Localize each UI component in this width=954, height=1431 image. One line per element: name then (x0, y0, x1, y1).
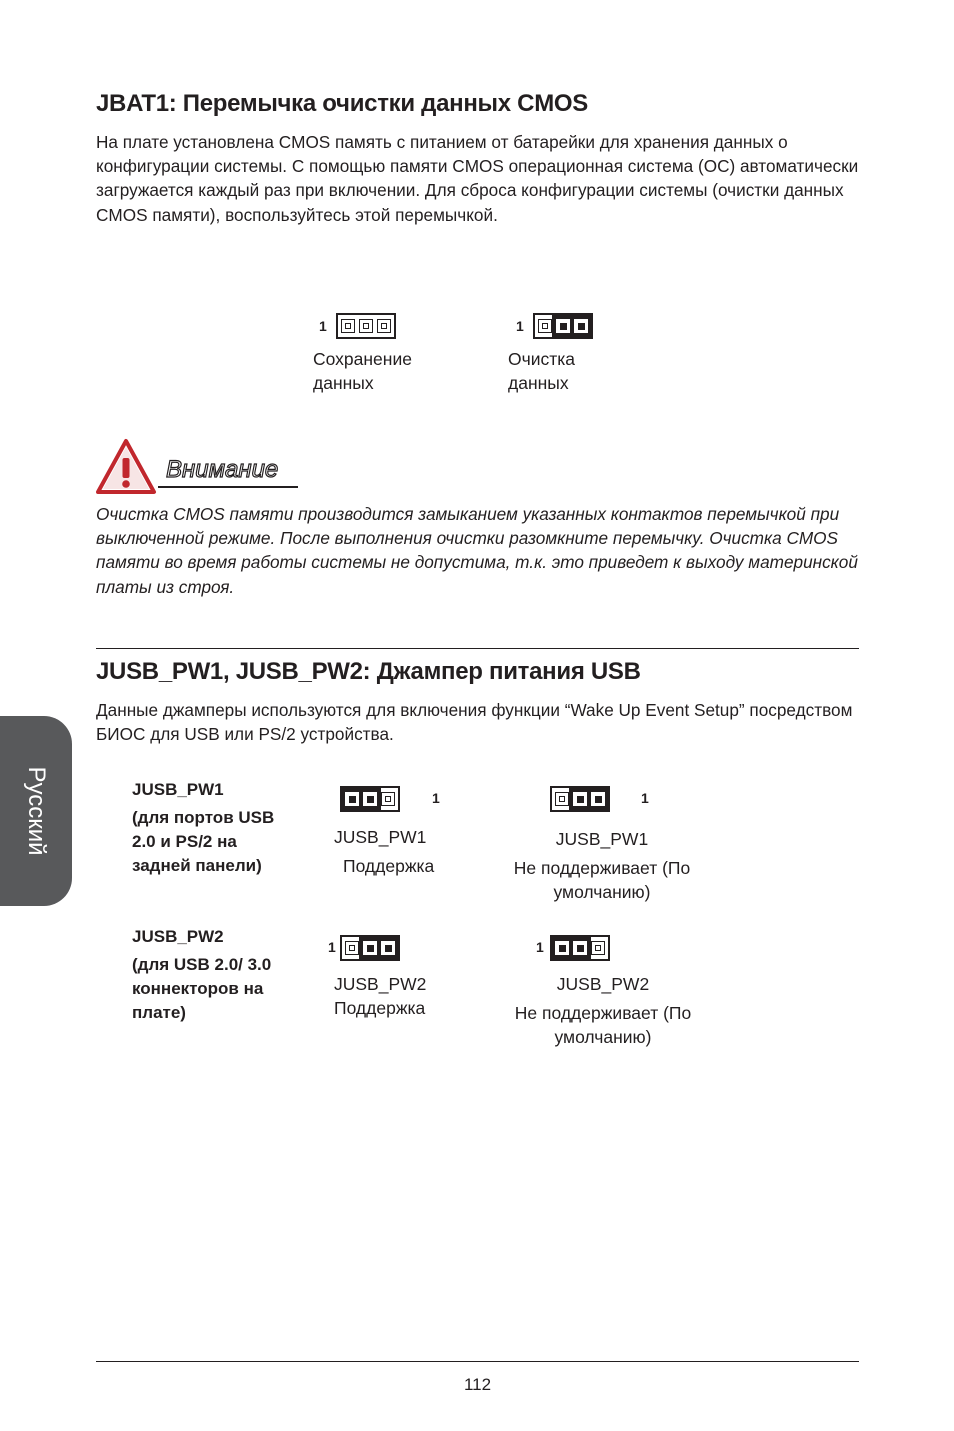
jusb-pw1-nosupport-pin1-label: 1 (641, 790, 649, 806)
pin (574, 319, 588, 333)
jusb-pw2-nosupport-jumper (550, 935, 610, 961)
pin (555, 941, 569, 955)
pin (538, 319, 552, 333)
jusb-pw2-support-name: JUSB_PW2 (334, 974, 427, 994)
jusb-pw2-name: JUSB_PW2 (132, 927, 224, 946)
jusb-pw1-support-jumper (340, 786, 400, 812)
pin (556, 319, 570, 333)
pin (381, 941, 395, 955)
warning-triangle-icon (95, 438, 157, 496)
jusb-pw1-desc-line: задней панели) (132, 856, 262, 875)
jusb-pw2-desc-line: коннекторов на (132, 979, 264, 998)
jumper-cap (341, 787, 381, 811)
pin (573, 941, 587, 955)
jusb-pw2-description (132, 925, 312, 1025)
pin (341, 319, 355, 333)
jusb-pw2-nosupport-pin1-label: 1 (536, 939, 544, 955)
jusb-section-title: JUSB_PW1, JUSB_PW2: Джампер питания USB (96, 658, 641, 685)
pin (555, 792, 569, 806)
warning-text: Очистка CMOS памяти производится замыканием указанных контактов перемычкой при выключенной режиме. После выполнения очистки разомкните перемычку. Очистка CMOS памяти во время работы системы не допустима, т.к. это приведет к выходу материнской платы из строя. (96, 504, 858, 597)
pin (377, 319, 391, 333)
jusb-pw1-support-name: JUSB_PW1 (334, 827, 427, 847)
pin (381, 792, 395, 806)
pin (573, 792, 587, 806)
pin (591, 792, 605, 806)
jusb-pw2-desc-line: (для USB 2.0/ 3.0 (132, 955, 272, 974)
pin (345, 792, 359, 806)
jusb-pw1-support-pin1-label: 1 (432, 790, 440, 806)
pin (363, 792, 377, 806)
jbat-keep-pin1-label: 1 (319, 318, 327, 334)
pin (345, 941, 359, 955)
page-number: 112 (463, 1375, 492, 1394)
jusb-pw2-nosupport-label-line1: Не поддерживает (По (514, 1003, 692, 1023)
jumper-cap (552, 314, 592, 338)
jbat-clear-data-jumper (533, 313, 593, 339)
jbat-clear-label-line1: Очистка (508, 349, 576, 369)
jusb-pw1-desc-line: (для портов USB (132, 808, 275, 827)
language-tab-label: Русский (23, 766, 50, 856)
jbat-section-title: JBAT1: Перемычка очистки данных CMOS (96, 90, 588, 117)
jusb-pw1-desc-line: 2.0 и PS/2 на (132, 832, 237, 851)
section-divider (96, 648, 859, 649)
jusb-pw1-name: JUSB_PW1 (132, 780, 224, 799)
jusb-pw2-nosupport-label-line2: умолчанию) (554, 1027, 652, 1047)
jbat-keep-data-jumper (336, 313, 396, 339)
jusb-pw1-support-label: Поддержка (343, 856, 435, 876)
jusb-pw1-nosupport-label-line2: умолчанию) (553, 882, 651, 902)
pin (363, 941, 377, 955)
jbat-description: На плате установлена CMOS память с питанием от батарейки для хранения данных о конфигурации системы. С помощью памяти CMOS операционная система (ОС) автоматически загружается каждый раз при включении. Для сброса конфигурации системы (очистки данных CMOS памяти), воспользуйтесь этой перемычкой. (96, 132, 859, 225)
pin (359, 319, 373, 333)
jumper-cap (551, 936, 591, 960)
jusb-pw2-support-pin1-label: 1 (328, 939, 336, 955)
jumper-cap (359, 936, 399, 960)
footer-divider (96, 1361, 859, 1362)
jbat-keep-label-line1: Сохранение (313, 349, 412, 369)
jusb-description: Данные джамперы используются для включения функции “Wake Up Event Setup” посредством БИОС для USB или PS/2 устройства. (96, 700, 853, 745)
warning-title: Внимание (166, 456, 279, 483)
jusb-pw2-nosupport-name: JUSB_PW2 (556, 974, 650, 994)
jbat-clear-label-line2: данных (508, 373, 569, 393)
pin (591, 941, 605, 955)
jbat-clear-pin1-label: 1 (516, 318, 524, 334)
jusb-pw1-nosupport-name: JUSB_PW1 (555, 829, 649, 849)
jusb-pw1-nosupport-label-line1: Не поддерживает (По (513, 858, 691, 878)
jusb-pw1-description (132, 778, 312, 878)
jumper-cap (569, 787, 609, 811)
jusb-pw2-support-label: Поддержка (334, 998, 426, 1018)
jusb-pw2-desc-line: плате) (132, 1003, 186, 1022)
jusb-pw1-nosupport-jumper (550, 786, 610, 812)
jusb-pw2-support-jumper (340, 935, 400, 961)
jbat-keep-label-line2: данных (313, 373, 374, 393)
warning-title-underline (158, 486, 298, 488)
